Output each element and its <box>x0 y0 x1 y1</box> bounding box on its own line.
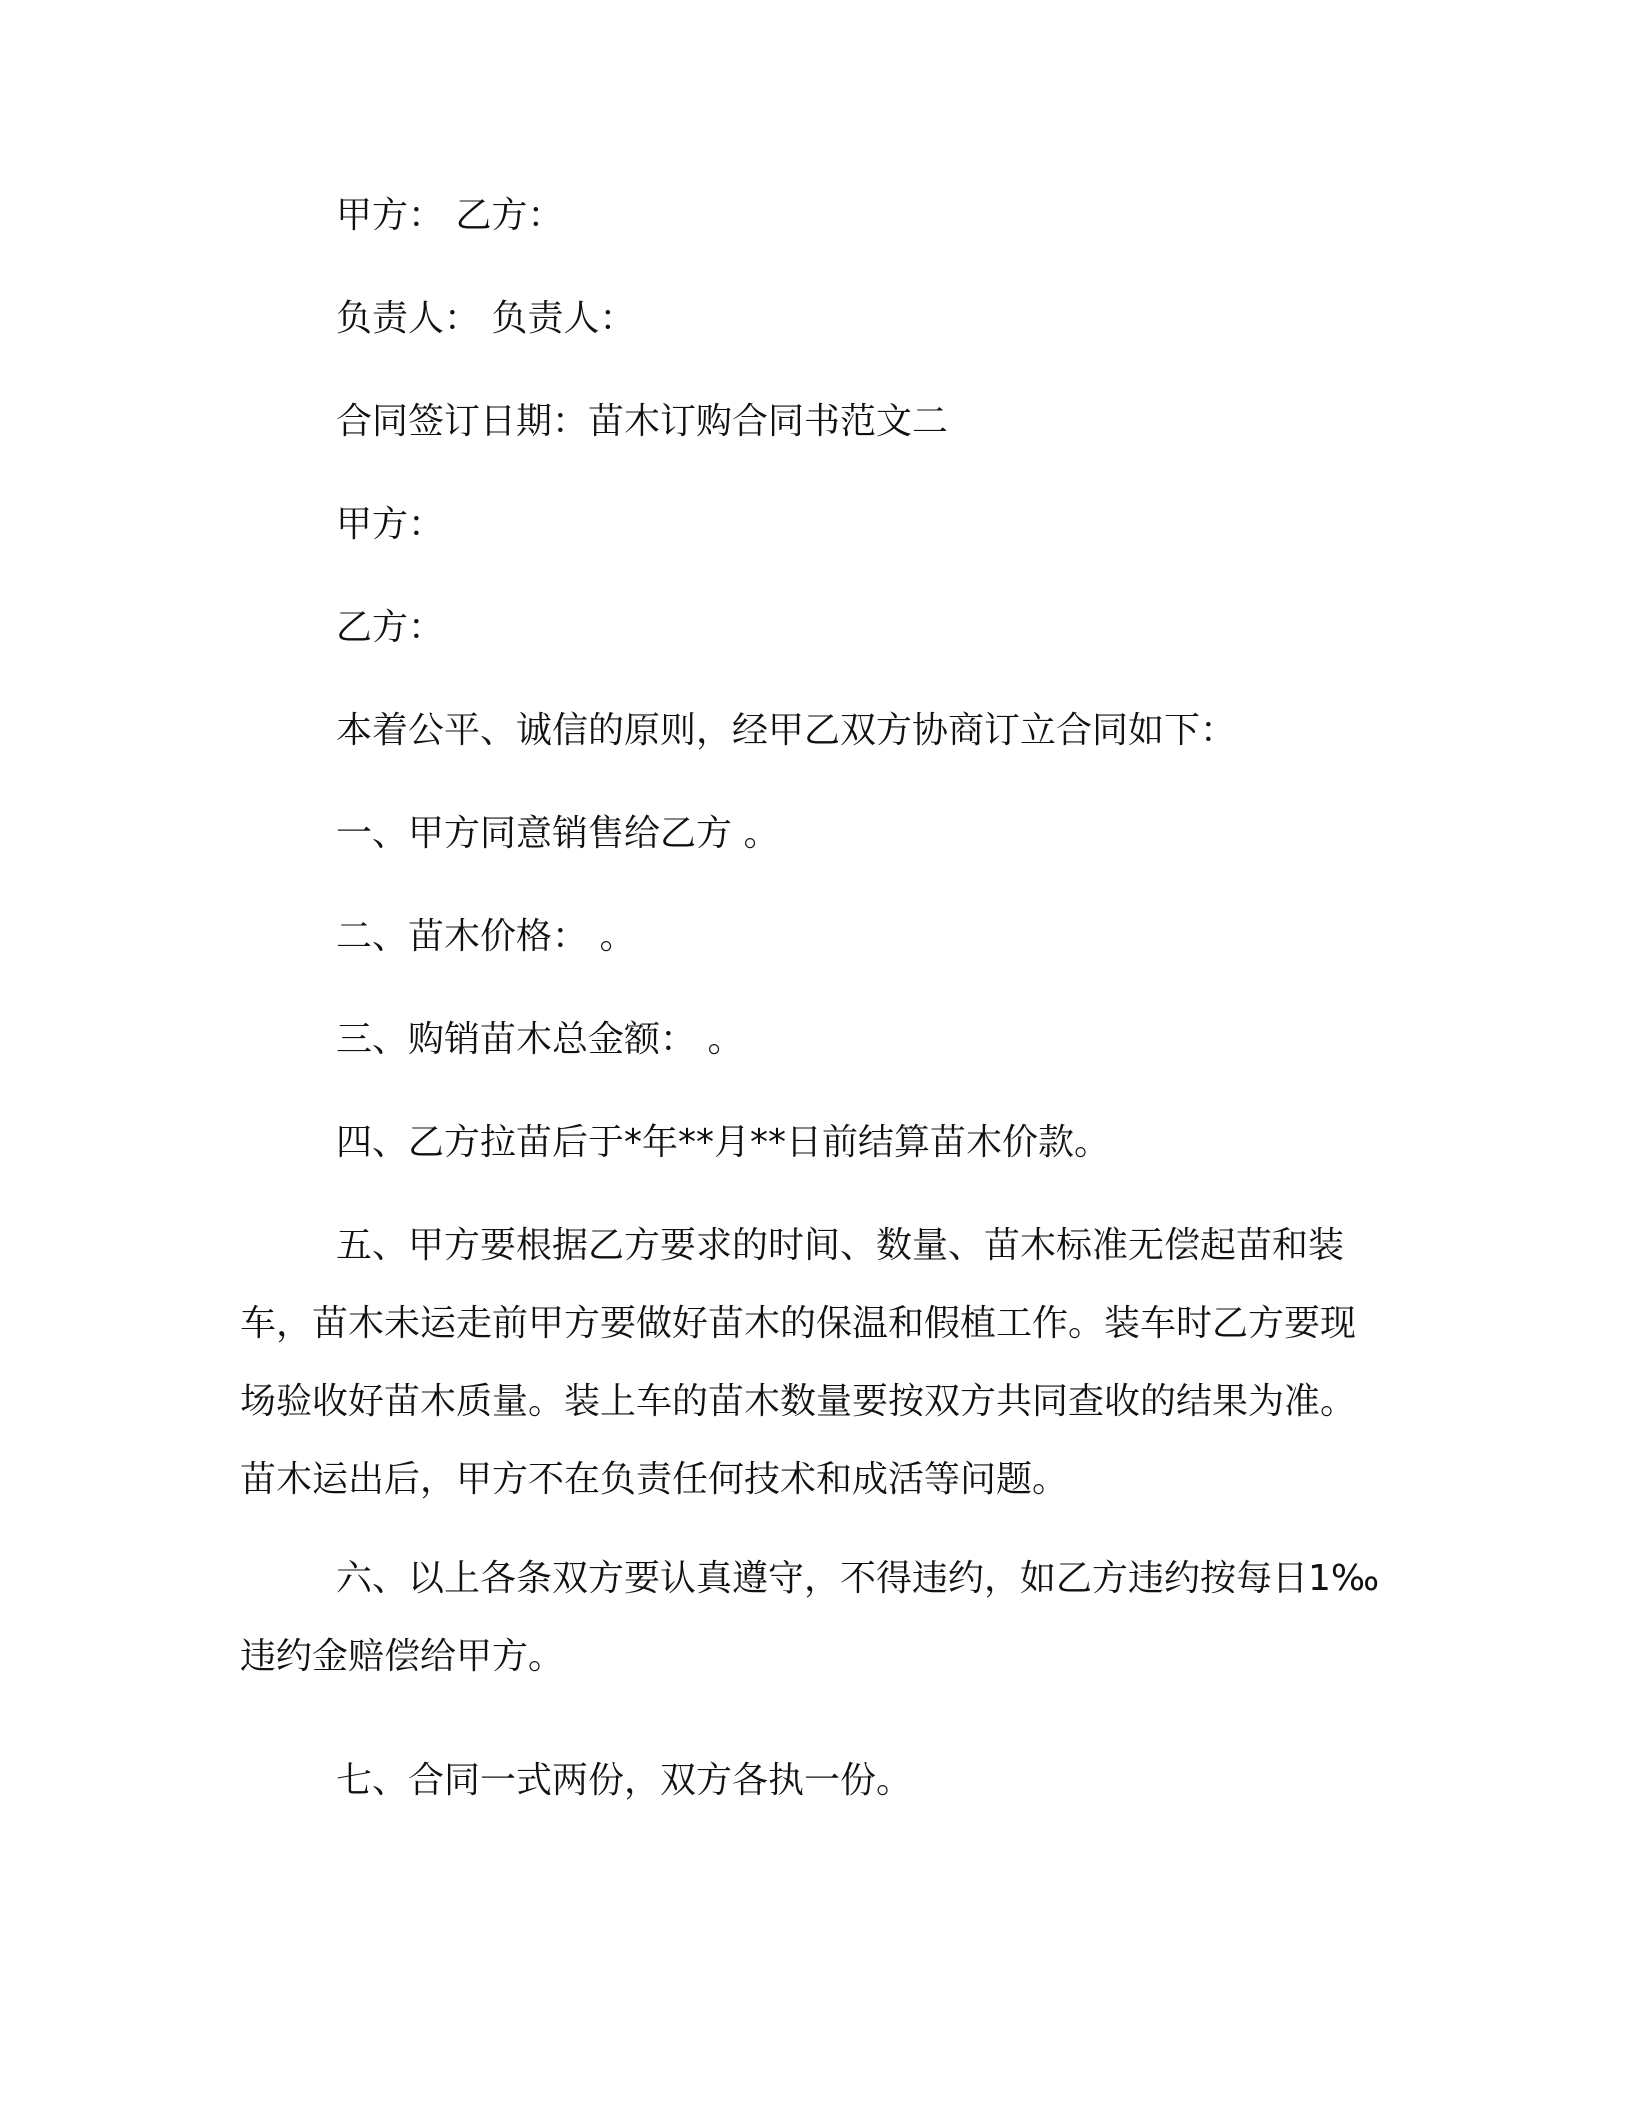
clause-4: 四、乙方拉苗后于*年**月**日前结算苗木价款。 <box>336 1122 1111 1163</box>
clause-1: 一、甲方同意销售给乙方 。 <box>336 813 780 854</box>
responsible-person-line: 负责人： 负责人： <box>336 298 636 339</box>
clause-5: 五、甲方要根据乙方要求的时间、数量、苗木标准无偿起苗和装车，苗木未运走前甲方要做好苗木的保温和假植工作。装车时乙方要现场验收好苗木质量。装上车的苗木数量要按双方共同查收的结果为准。苗木运出后，甲方不在负责任何技术和成活等问题。 <box>240 1225 1357 1500</box>
clause-2: 二、苗木价格： 。 <box>336 916 636 957</box>
party-line: 甲方： 乙方： <box>336 195 564 236</box>
party-b-line: 乙方： <box>336 607 445 648</box>
party-a-line: 甲方： <box>336 504 445 545</box>
clause-6: 六、以上各条双方要认真遵守，不得违约，如乙方违约按每日1‰违约金赔偿给甲方。 <box>240 1558 1380 1677</box>
clause-7: 七、合同一式两份，双方各执一份。 <box>336 1760 913 1801</box>
clause-3: 三、购销苗木总金额： 。 <box>336 1019 744 1060</box>
preamble: 本着公平、诚信的原则，经甲乙双方协商订立合同如下： <box>336 710 1237 751</box>
contract-date-line: 合同签订日期：苗木订购合同书范文二 <box>336 401 949 442</box>
